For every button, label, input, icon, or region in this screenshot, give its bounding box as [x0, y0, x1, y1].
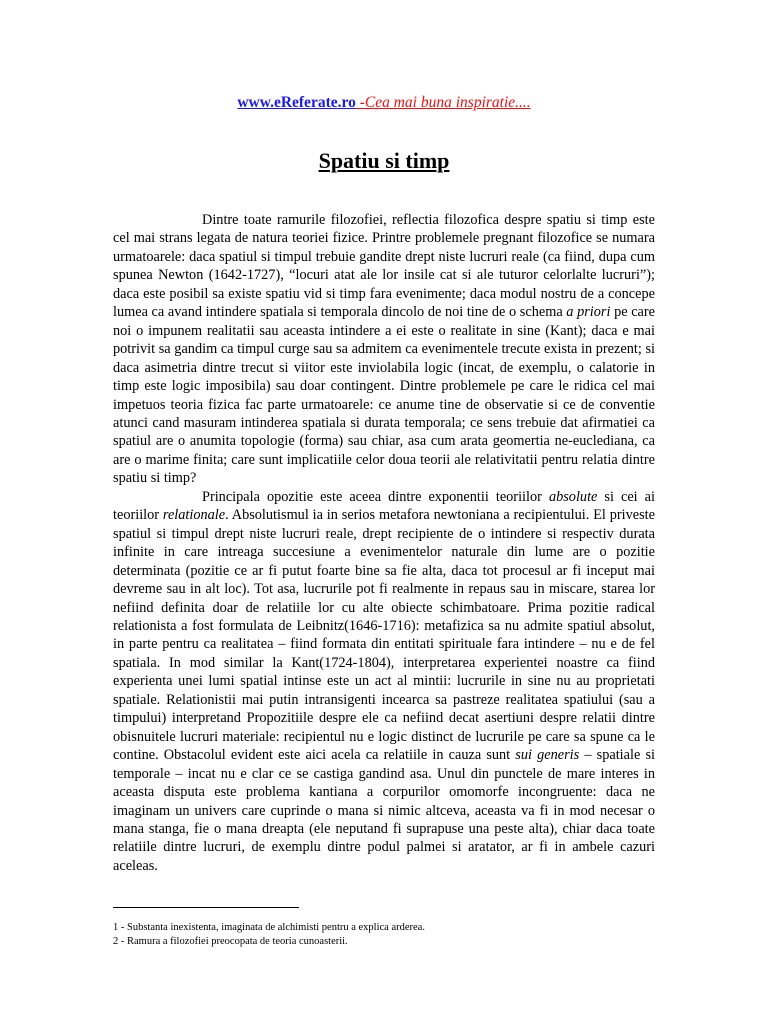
paragraph-1-italic-a-priori: a priori: [566, 304, 611, 321]
paragraph-1: [113, 211, 655, 488]
site-link[interactable]: www.eReferate.ro: [237, 94, 356, 111]
paragraph-1-text-a: Dintre toate ramurile filozofiei, reflectia filozofica despre spatiu si timp este cel mai strans legata de natura teoriei fizice. Printre problemele pregnant filozofice se numara urmatoarele: daca spatiul si timpul trebuie gandite drept niste lucruri reale (ca fiind, dupa cum spunea Newton (1642-1727), “locuri atat ale lor insile cat si ale tuturor celorlalte lucruri”); daca este posibil sa existe spatiu vid si timp fara evenimente; daca modul nostru de a concepe lumea ca avand intindere spatiala si temporala dincolo de noi tine de o schema: [113, 212, 655, 321]
header-separator: -: [355, 94, 365, 111]
paragraph-2-text-c: . Absolutismul ia in serios metafora newtoniana a recipientului. El priveste spatiul si timpul drept niste lucruri reale, drept recipiente de o intindere si respectiv durata infinite in care intreaga succesiune a evenimentelor naturale din lume are o pozitie determinata (pozitie ce ar fi putut foarte bine sa fie alta, daca tot procesul ar fi inceput mai devreme sau in alt loc). Tot asa, lucrurile pot fi realmente in repaus sau in miscare, starea lor nefiind definita doar de relatiile lor cu alte obiecte schimbatoare. Prima pozitie radical relationista a fost formulata de Leibnitz(1646-1716): metafizica sa nu admite spatiul absolut, in parte pentru ca realitatea – fiind formata din entitati spirituale fara intindere – nu e de fel spatiala. In mod similar la Kant(1724-1804), interpretarea experientei noastre ca fiind experienta unei lumi spatial intinse este un act al mintii: lucrurile in sine nu au proprietati spatiale. Relationistii mai putin intransigenti incearca sa pastreze realitatea spatiului (sau a timpului) interpretand Propozitiile despre ele ca nefiind decat asertiuni despre relatii dintre obisnuitele lucruri materiale: recipientul nu e logic distinct de lucrurile pe care sa spune ca le contine. Obstacolul evident este aici acela ca relatiile in cauza sunt: [113, 507, 655, 764]
paragraph-2-italic-absolute: absolute: [548, 488, 598, 505]
site-tagline: Cea mai buna inspiratie....: [364, 94, 531, 111]
page-title: Spatiu si timp: [318, 148, 450, 173]
footnotes: [113, 921, 655, 949]
paragraph-2-italic-relationale: relationale: [162, 507, 226, 524]
paragraph-2-text-d: – spatiale si temporale – incat nu e clar ce se castiga gandind asa. Unul din punctele de mare interes in aceasta disputa este problema kantiana a corpurilor omomorfe incongruente: daca ne imaginam un univers care cuprinde o mana si nimic altceva, aceasta va fi in mod necesar o mana stanga, fie o mana dreapta (ele neputand fi suprapuse una peste alta), chiar daca toate relatiile dintre lucruri, de exemplu dintre podul palmei si aratator, ar fi in ambele cazuri aceleas.: [113, 747, 655, 874]
paragraph-2-text-b: si cei ai teoriilor: [113, 488, 655, 524]
paragraph-2: [113, 488, 655, 876]
document-body: [113, 211, 655, 875]
paragraph-2-text-a: Principala opozitie este aceea dintre exponentii teoriilor: [202, 488, 549, 505]
site-header: [0, 93, 768, 113]
paragraph-2-italic-sui-generis: sui generis: [515, 747, 580, 764]
footnote-2: 2 - Ramura a filozofiei preocopata de teoria cunoasterii.: [113, 936, 348, 947]
paragraph-1-text-b: pe care noi o impunem realitatii sau aceasta intindere a ei este o realitate in sine (Kant); daca e mai potrivit sa gandim ca timpul curge sau sa admitem ca evenimentele trecute exista in prezent; si daca asimetria dintre trecut si viitor este inviolabila logic (incat, de exemplu, o calatorie in timp este logic imposibila) sau doar contingent. Dintre problemele pe care le ridica cel mai impetuos teoria fizica fac parte urmatoarele: ce anume tine de observatie si ce de conventie atunci cand masuram intinderea spatiala si durata temporala; ce sens trebuie dat afirmatiei ca spatiul are o anumita topologie (forma) sau chiar, asa cum arata geomertia ne-eucledіana, ca are o marime finita; care sunt implicatiile celor doua teorii ale relativitatii pentru relatia dintre spatiu si timp?: [113, 304, 655, 487]
footnote-1: 1 - Substanta inexistenta, imaginata de alchimisti pentru a explica arderea.: [113, 922, 425, 933]
footnote-separator: [113, 907, 299, 908]
